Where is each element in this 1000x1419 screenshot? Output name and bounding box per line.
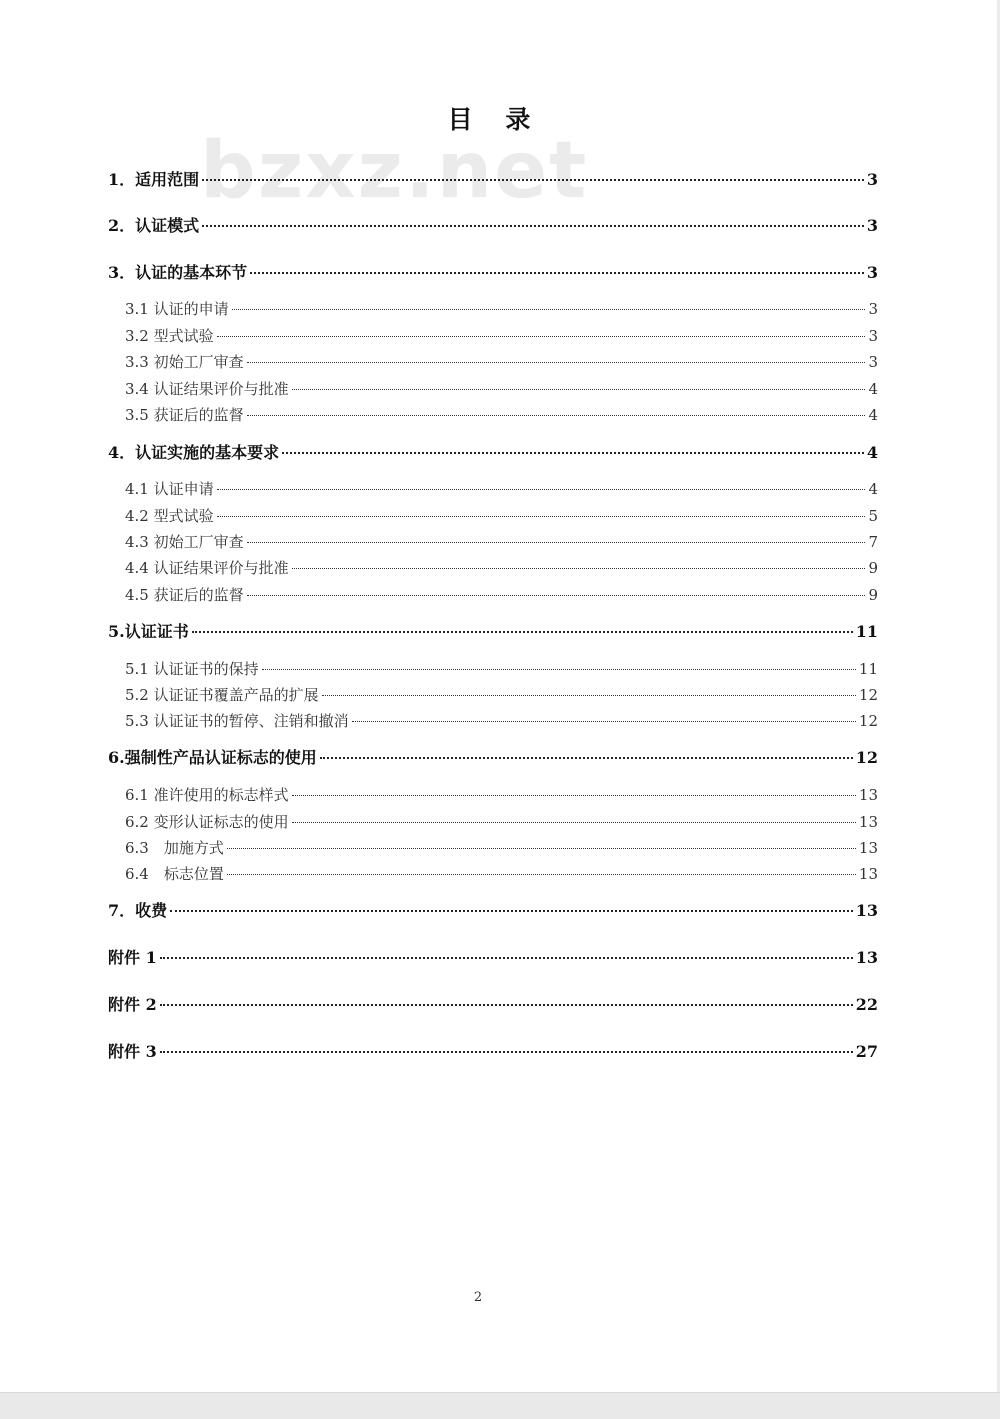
toc-entry-page: 4 [868, 406, 878, 424]
toc-entry-label: 6.强制性产品认证标志的使用 [108, 748, 317, 767]
toc-entry-page: 12 [855, 748, 878, 767]
toc-entry[interactable] [108, 747, 878, 769]
toc-entry-label: 4.1 认证申请 [125, 480, 214, 498]
toc-entry-label: 3.5 获证后的监督 [125, 406, 244, 424]
toc-entry-page: 4 [868, 480, 878, 498]
dot-leader [192, 631, 853, 633]
toc-subentry[interactable] [125, 584, 878, 606]
toc-entry-label: 6.3 加施方式 [125, 839, 224, 857]
toc-subentry[interactable] [125, 684, 878, 706]
toc-entry-page: 3 [866, 216, 878, 235]
toc-entry-page: 13 [855, 948, 878, 967]
toc-entry-page: 13 [858, 786, 878, 804]
toc-entry-label: 5.2 认证证书覆盖产品的扩展 [125, 686, 319, 704]
dot-leader [227, 874, 856, 875]
dot-leader [160, 1004, 853, 1006]
toc-entry-page: 11 [858, 660, 878, 678]
toc-entry-page: 11 [855, 622, 878, 641]
dot-leader [202, 225, 864, 227]
toc-entry-label: 3.1 认证的申请 [125, 300, 229, 318]
toc-entry-page: 3 [868, 353, 878, 371]
toc-entry-page: 9 [868, 586, 878, 604]
toc-entry-label: 7．收费 [108, 901, 168, 920]
toc-entry-page: 13 [858, 813, 878, 831]
toc-entry[interactable] [108, 262, 878, 284]
dot-leader [292, 389, 866, 390]
toc-subentry[interactable] [125, 478, 878, 500]
toc-entry-label: 4.5 获证后的监督 [125, 586, 244, 604]
toc-entry-page: 3 [868, 300, 878, 318]
toc-entry-label: 6.2 变形认证标志的使用 [125, 813, 289, 831]
toc-subentry[interactable] [125, 325, 878, 347]
dot-leader [160, 957, 853, 959]
toc-subentry[interactable] [125, 658, 878, 680]
toc-subentry[interactable] [125, 784, 878, 806]
dot-leader [352, 721, 856, 722]
toc-entry[interactable] [108, 621, 878, 643]
dot-leader [320, 757, 853, 759]
toc-entry-page: 5 [868, 507, 878, 525]
dot-leader [217, 489, 866, 490]
viewer-bottom-strip [0, 1392, 1000, 1419]
watermark: bzxz.net [200, 126, 589, 216]
toc-entry[interactable] [108, 994, 878, 1016]
toc-entry-label: 附件 1 [108, 948, 157, 967]
toc-subentry[interactable] [125, 404, 878, 426]
toc-entry-page: 3 [866, 263, 878, 282]
toc-entry-page: 13 [858, 865, 878, 883]
toc-subentry[interactable] [125, 837, 878, 859]
toc-entry-page: 3 [866, 170, 878, 189]
toc-entry[interactable] [108, 900, 878, 922]
toc-entry-page: 9 [868, 559, 878, 577]
dot-leader [262, 669, 856, 670]
dot-leader [170, 910, 853, 912]
toc-subentry[interactable] [125, 505, 878, 527]
dot-leader [247, 595, 866, 596]
dot-leader [292, 822, 856, 823]
toc-entry-label: 4.4 认证结果评价与批准 [125, 559, 289, 577]
toc-entry-page: 3 [868, 327, 878, 345]
toc-entry-label: 5.1 认证证书的保持 [125, 660, 259, 678]
page-number: 2 [473, 1290, 483, 1305]
toc-subentry[interactable] [125, 710, 878, 732]
toc-entry-label: 6.4 标志位置 [125, 865, 224, 883]
dot-leader [247, 362, 866, 363]
dot-leader [292, 795, 856, 796]
dot-leader [322, 695, 856, 696]
toc-subentry[interactable] [125, 378, 878, 400]
toc-entry-page: 12 [858, 686, 878, 704]
dot-leader [247, 542, 866, 543]
toc-entry-label: 5.认证证书 [108, 622, 189, 641]
dot-leader [247, 415, 866, 416]
toc-entry-page: 12 [858, 712, 878, 730]
dot-leader [227, 848, 856, 849]
toc-entry[interactable] [108, 1041, 878, 1063]
toc-entry[interactable] [108, 215, 878, 237]
toc-title: 目 录 [447, 105, 543, 134]
dot-leader [217, 336, 866, 337]
toc-entry-label: 3.4 认证结果评价与批准 [125, 380, 289, 398]
toc-subentry[interactable] [125, 531, 878, 553]
toc-entry-page: 7 [868, 533, 878, 551]
toc-entry-page: 22 [855, 995, 878, 1014]
toc-entry[interactable] [108, 442, 878, 464]
toc-subentry[interactable] [125, 351, 878, 373]
toc-entry-label: 附件 3 [108, 1042, 157, 1061]
toc-entry-label: 2．认证模式 [108, 216, 200, 235]
toc-entry-label: 5.3 认证证书的暂停、注销和撤消 [125, 712, 349, 730]
dot-leader [250, 272, 864, 274]
dot-leader [217, 516, 866, 517]
dot-leader [202, 179, 864, 181]
dot-leader [292, 568, 866, 569]
toc-entry-label: 4.2 型式试验 [125, 507, 214, 525]
toc-entry-label: 3．认证的基本环节 [108, 263, 248, 282]
toc-subentry[interactable] [125, 557, 878, 579]
toc-entry-page: 4 [868, 380, 878, 398]
toc-entry-label: 附件 2 [108, 995, 157, 1014]
toc-entry-label: 3.2 型式试验 [125, 327, 214, 345]
toc-subentry[interactable] [125, 298, 878, 320]
toc-entry[interactable] [108, 169, 878, 191]
toc-entry-page: 27 [855, 1042, 878, 1061]
toc-entry-label: 3.3 初始工厂审查 [125, 353, 244, 371]
toc-entry-page: 13 [858, 839, 878, 857]
toc-entry-page: 13 [855, 901, 878, 920]
toc-entry-label: 1．适用范围 [108, 170, 200, 189]
toc-entry-label: 4．认证实施的基本要求 [108, 443, 280, 462]
dot-leader [282, 452, 864, 454]
dot-leader [232, 309, 866, 310]
toc-entry-page: 4 [866, 443, 878, 462]
toc-entry[interactable] [108, 947, 878, 969]
toc-entry-label: 6.1 准许使用的标志样式 [125, 786, 289, 804]
dot-leader [160, 1051, 853, 1053]
toc-subentry[interactable] [125, 811, 878, 833]
toc-entry-label: 4.3 初始工厂审查 [125, 533, 244, 551]
toc-subentry[interactable] [125, 863, 878, 885]
